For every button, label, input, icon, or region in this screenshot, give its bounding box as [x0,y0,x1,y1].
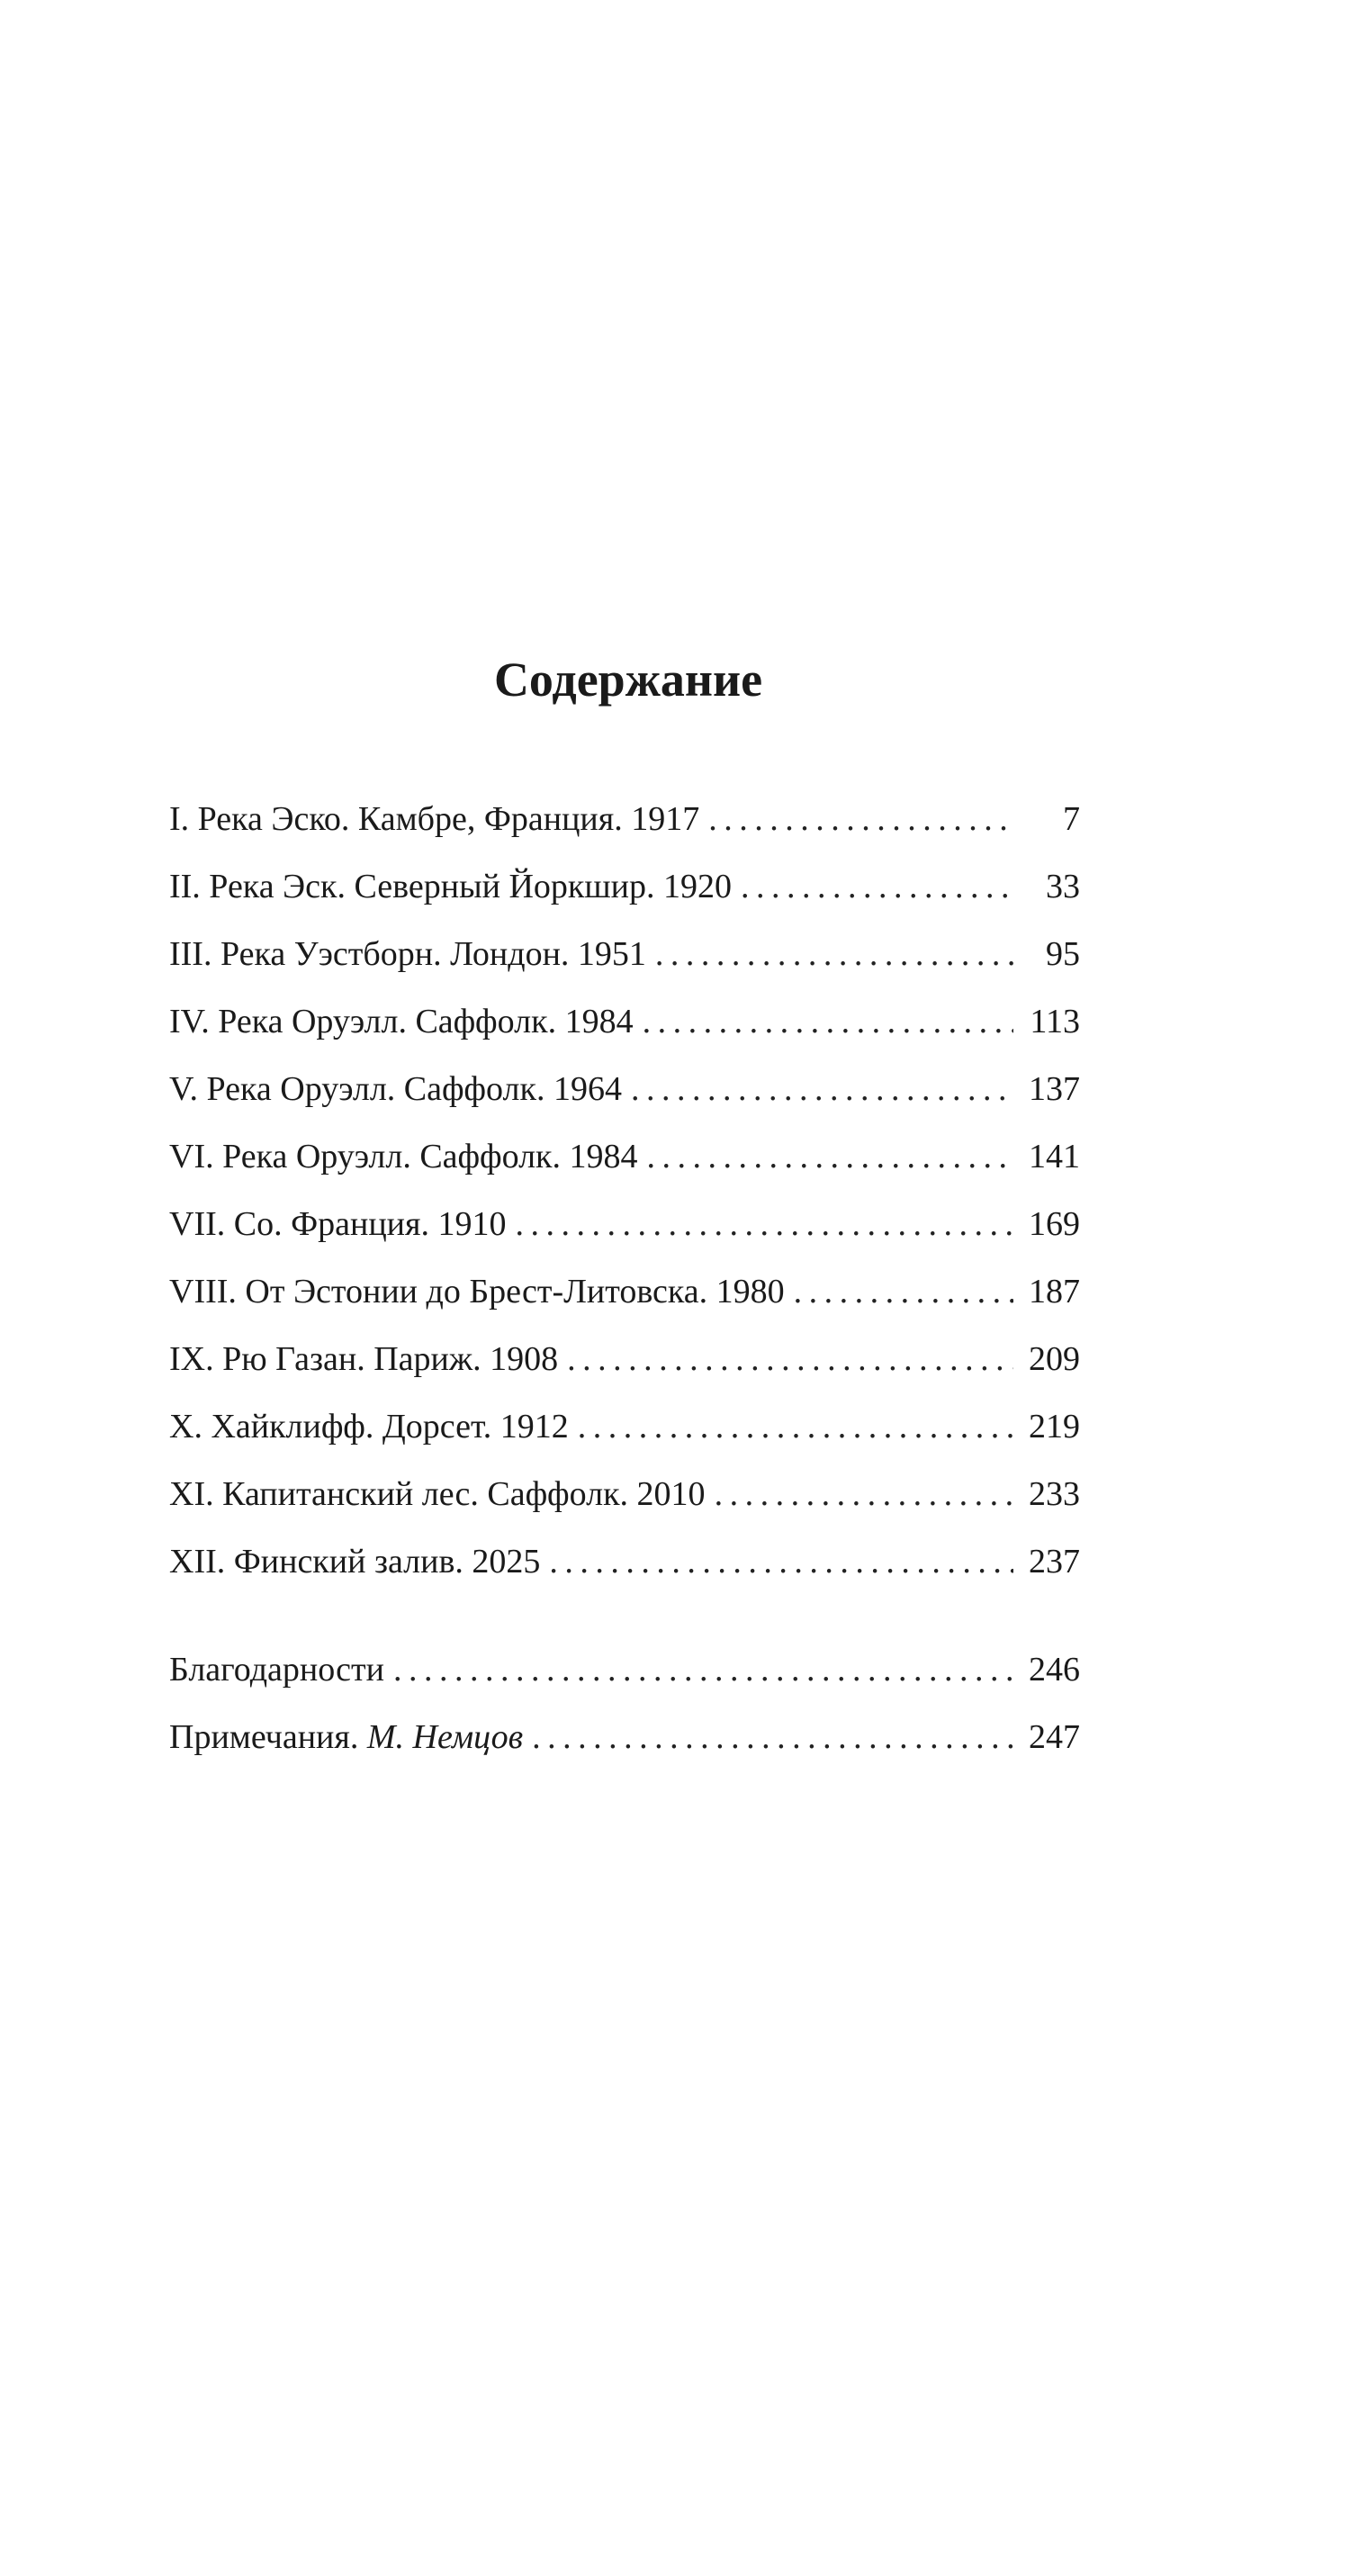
toc-entry-label: VIII. От Эстонии до Брест-Литовска. 1980 [169,1273,785,1311]
dot-leader [655,927,1013,981]
toc-entry-label: V. Река Оруэлл. Саффолк. 1964 [169,1070,622,1108]
toc-entry-1 [169,792,1080,846]
dot-leader [647,1130,1014,1184]
toc-entry-page: 95 [1046,935,1080,973]
toc-entry-6 [169,1130,1080,1184]
dot-leader [578,1400,1013,1454]
dot-leader [515,1197,1013,1251]
toc-entry-page: 137 [1029,1070,1080,1108]
toc-entry-label: Благодарности [169,1651,384,1689]
dot-leader [549,1535,1013,1589]
toc-entry-8 [169,1265,1080,1319]
toc-entry-label: X. Хайклифф. Дорсет. 1912 [169,1408,569,1446]
toc-entry-label: XII. Финский залив. 2025 [169,1543,541,1581]
toc-title: Содержание [493,653,763,707]
notes-label: Примечания. [169,1718,359,1756]
toc-entry-label: IV. Река Оруэлл. Саффолк. 1984 [169,1003,634,1040]
dot-leader [532,1710,1013,1764]
toc-entry-notes [169,1710,1080,1764]
toc-entry-page: 169 [1029,1205,1080,1243]
dot-leader [643,995,1013,1049]
toc-entry-10 [169,1400,1080,1454]
toc-entry-page: 7 [1063,800,1080,838]
toc-entry-page: 187 [1029,1273,1080,1311]
toc-entry-4 [169,995,1080,1049]
dot-leader [567,1332,1013,1386]
toc-entry-label: II. Река Эск. Северный Йоркшир. 1920 [169,868,732,905]
dot-leader [741,860,1013,914]
toc-entry-page: 33 [1046,868,1080,905]
toc-entry-acknowledgements [169,1643,1080,1697]
toc-entry-label: VI. Река Оруэлл. Саффолк. 1984 [169,1138,638,1175]
toc-entry-2 [169,860,1080,914]
toc-entry-label: VII. Со. Франция. 1910 [169,1205,507,1243]
toc-entry-label: IX. Рю Газан. Париж. 1908 [169,1340,559,1378]
toc-entry-5 [169,1062,1080,1116]
toc-entry-page: 246 [1029,1651,1080,1689]
dot-leader [794,1265,1013,1319]
toc-entry-page: 141 [1029,1138,1080,1175]
toc-entry-page: 233 [1029,1475,1080,1513]
toc-entry-label [169,1710,532,1764]
toc-entry-12 [169,1535,1080,1589]
toc-entry-label: III. Река Уэстборн. Лондон. 1951 [169,935,646,973]
toc-entry-label: I. Река Эско. Камбре, Франция. 1917 [169,800,700,838]
dot-leader [715,1467,1013,1521]
dot-leader [631,1062,1013,1116]
toc-entry-page: 209 [1029,1340,1080,1378]
toc-entry-11 [169,1467,1080,1521]
toc-entry-3 [169,927,1080,981]
toc-entry-9 [169,1332,1080,1386]
dot-leader [393,1643,1013,1697]
toc-entry-page: 113 [1030,1003,1080,1040]
toc-entry-page: 219 [1029,1408,1080,1446]
toc-entry-page: 247 [1029,1718,1080,1756]
dot-leader [708,792,1013,846]
notes-author: М. Немцов [366,1718,524,1756]
toc-entry-7 [169,1197,1080,1251]
toc-entry-label: XI. Капитанский лес. Саффолк. 2010 [169,1475,706,1513]
toc-entry-page: 237 [1029,1543,1080,1581]
